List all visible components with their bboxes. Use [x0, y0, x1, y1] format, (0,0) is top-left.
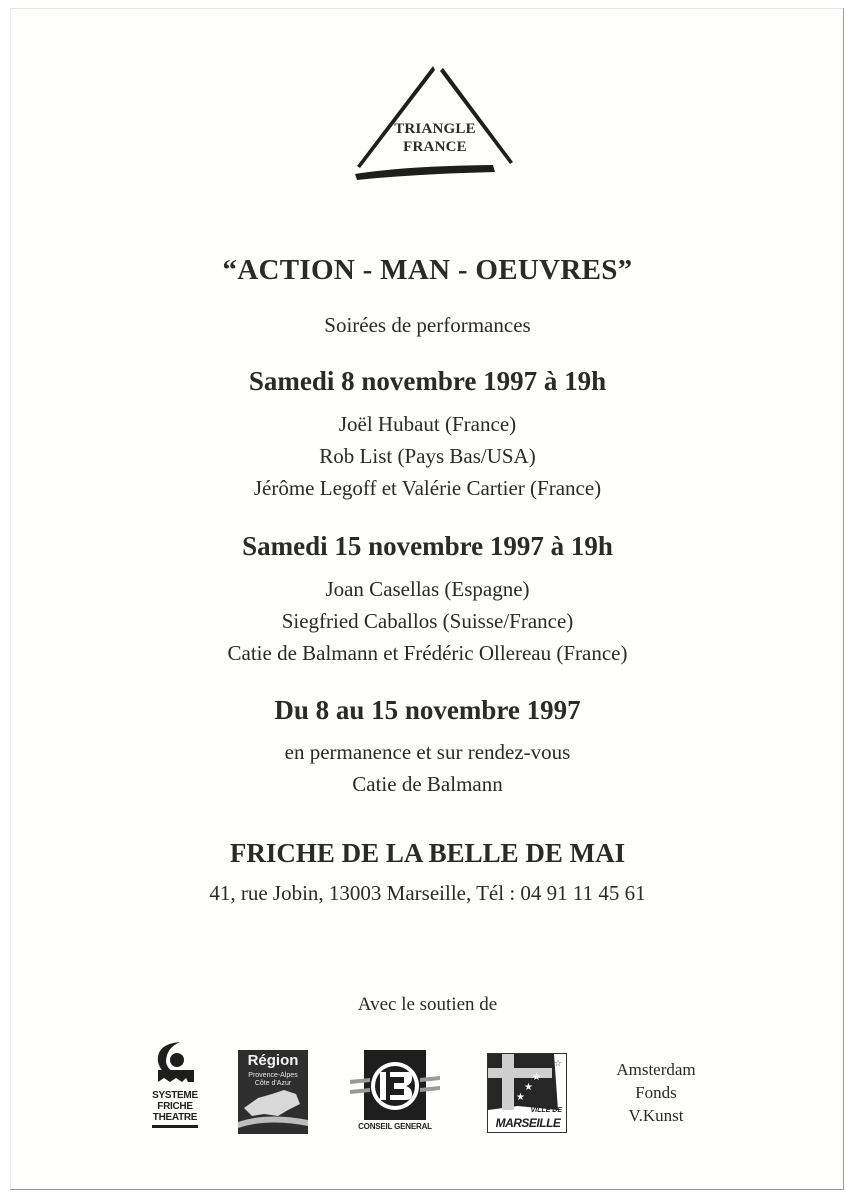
sponsor-ville-de-marseille [487, 1053, 567, 1133]
artist-line: Rob List (Pays Bas/USA) [319, 444, 536, 468]
sponsor-line: V.Kunst [628, 1106, 684, 1125]
region-map-icon [238, 1050, 308, 1134]
sponsor-line: VILLE DE [530, 1107, 562, 1114]
sponsor-line: MARSEILLE [495, 1116, 561, 1130]
sponsor-line: Amsterdam [616, 1060, 696, 1079]
sponsor-amsterdam-fonds [596, 1058, 716, 1127]
svg-text:★: ★ [516, 1092, 525, 1103]
sponsor-line: FRICHE [157, 1101, 193, 1112]
sponsor-line: CONSEIL GENERAL [358, 1122, 432, 1131]
support-label: Avec le soutien de [357, 994, 498, 1015]
event-date-2: Samedi 15 novembre 1997 à 19h [242, 531, 613, 561]
artist-line: Jérôme Legoff et Valérie Cartier (France) [253, 476, 602, 500]
conseil-13-icon [350, 1050, 440, 1122]
event-subtitle: Soirées de performances [324, 313, 531, 337]
event-date-3: Du 8 au 15 novembre 1997 [274, 695, 581, 725]
venue-address: 41, rue Jobin, 13003 Marseille, Tél : 04 91 11 45 61 [209, 881, 646, 905]
event-title: “ACTION - MAN - OEUVRES” [222, 254, 633, 286]
triangle-france-logo [345, 62, 525, 187]
event-date-1: Samedi 8 novembre 1997 à 19h [248, 366, 607, 396]
artist-line: Catie de Balmann [352, 772, 503, 796]
logo-line-1: TRIANGLE [394, 121, 476, 137]
marseille-flag-icon [488, 1054, 567, 1114]
sponsor-systeme-friche-theatre [150, 1038, 200, 1136]
svg-text:★: ★ [524, 1082, 533, 1093]
event-note: en permanence et sur rendez-vous [284, 740, 571, 764]
artist-line: Joan Casellas (Espagne) [325, 577, 530, 601]
sponsor-line: Côte d'Azur [254, 1080, 292, 1087]
sponsor-line: THEATRE [152, 1112, 198, 1123]
artist-line: Catie de Balmann et Frédéric Ollereau (France) [227, 641, 628, 665]
sponsor-line: Provence-Alpes [248, 1072, 298, 1079]
venue-name: FRICHE DE LA BELLE DE MAI [229, 838, 626, 868]
sponsor-conseil-general [350, 1050, 440, 1134]
swirl-icon [150, 1038, 200, 1088]
sponsor-line: SYSTEME [152, 1090, 198, 1101]
underline-bar [152, 1125, 198, 1128]
sponsor-line: Fonds [635, 1083, 677, 1102]
logo-line-2: FRANCE [403, 139, 467, 155]
sponsor-region-paca [238, 1050, 308, 1134]
sponsor-line: Région [247, 1052, 299, 1069]
svg-text:★: ★ [532, 1072, 541, 1083]
svg-text:☆: ☆ [554, 1059, 563, 1069]
artist-line: Joël Hubaut (France) [338, 412, 517, 436]
artist-line: Siegfried Caballos (Suisse/France) [281, 609, 574, 633]
